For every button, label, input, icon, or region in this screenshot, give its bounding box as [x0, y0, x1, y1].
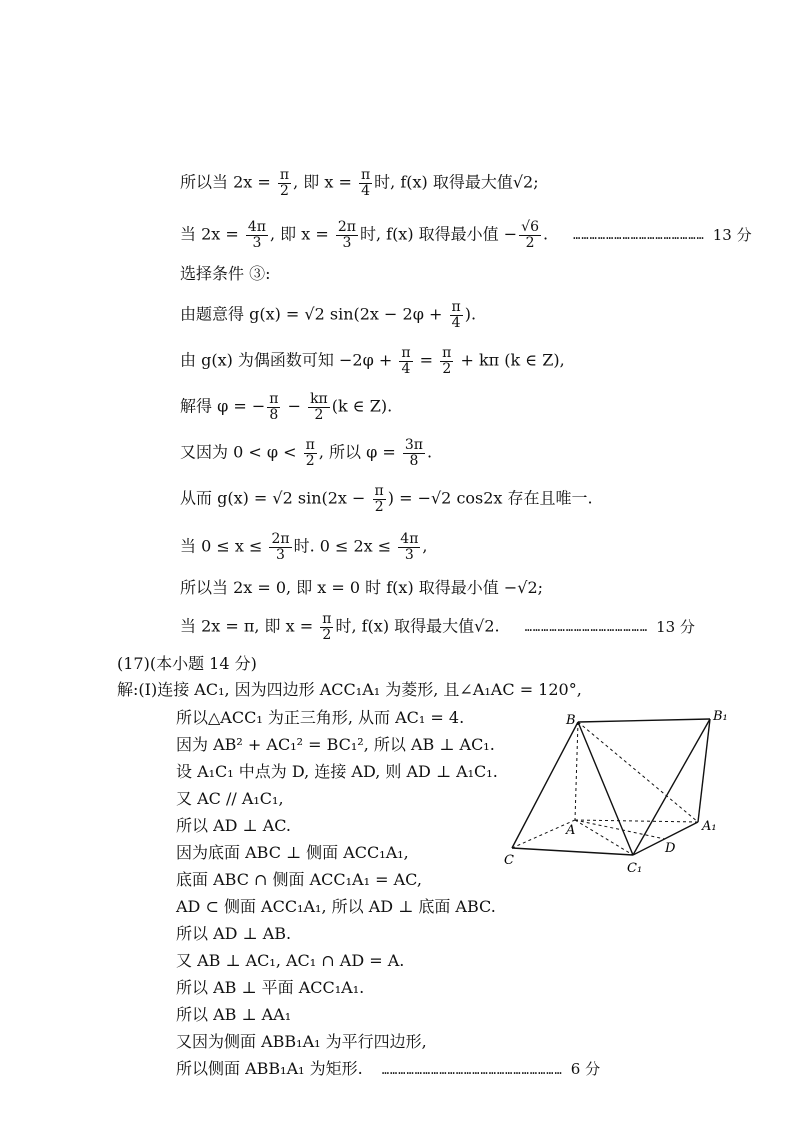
solution-line: 因为 AB² + AC₁² = BC₁², 所以 AB ⊥ AC₁.: [176, 735, 495, 754]
edge-A-C1: [575, 820, 633, 855]
line-phi-value: 又因为 0 < φ < $\frac{\pi}{2}$ , 所以 φ = $\frac{3\pi}{8}$ .: [180, 437, 433, 469]
edge-C-C1: [512, 848, 633, 855]
solution-line: 底面 ABC ∩ 侧面 ACC₁A₁ = AC,: [176, 870, 422, 889]
score-label: 13 分: [712, 225, 752, 244]
edge-B-C1: [578, 722, 633, 855]
question-17-heading: (17)(本小题 14 分): [117, 654, 257, 673]
line-g-unique: 从而 g(x) = √2 sin(2x − $\frac{\pi}{2}$ ) = −√2 cos2x 存在且唯一.: [180, 483, 593, 515]
line-solve-phi: 解得 φ = − $\frac{\pi}{8}$ − $\frac{k\pi}{2}$ (k ∈ Z).: [180, 391, 393, 423]
score-label: 6 分: [570, 1060, 601, 1078]
solution-line: 所以 AD ⊥ AC.: [176, 816, 292, 835]
label-B1: B₁: [713, 709, 728, 724]
solution-line: 因为底面 ABC ⊥ 侧面 ACC₁A₁,: [176, 843, 409, 862]
solution-line: 所以侧面 ABB₁A₁ 为矩形. ………………………………………………………… 6 分: [176, 1059, 601, 1078]
solution-line: 又 AB ⊥ AC₁, AC₁ ∩ AD = A.: [176, 951, 405, 970]
line-g-def: 由题意得 g(x) = √2 sin(2x − 2φ + $\frac{\pi}{4}$ ).: [180, 299, 477, 331]
line-max-g: 当 2x = π, 即 x = $\frac{\pi}{2}$ 时, f(x) 取得最大值√2. ……………………………………… 13 分: [180, 611, 695, 643]
leader-dots: …………………………………………………………: [381, 1062, 563, 1077]
edge-B-A: [575, 722, 578, 820]
solution-line: 解:(Ⅰ)连接 AC₁, 因为四边形 ACC₁A₁ 为菱形, 且∠A₁AC = 120°,: [117, 680, 582, 699]
line-max-f: 所以当 2x = $\frac{\pi}{2}$ , 即 x = $\frac{\pi}{4}$ 时, f(x) 取得最大值√2;: [180, 167, 539, 199]
label-B: B: [566, 713, 576, 728]
score-label: 13 分: [656, 617, 695, 636]
edge-A-A1: [575, 820, 698, 822]
label-C1: C₁: [627, 861, 643, 876]
condition-heading: 选择条件 ③:: [180, 264, 271, 283]
solution-line: 又因为侧面 ABB₁A₁ 为平行四边形,: [176, 1032, 427, 1051]
leader-dots: …………………………………………: [573, 228, 705, 243]
prism-figure: [500, 706, 760, 876]
solution-line: 所以 AB ⊥ AA₁: [176, 1005, 292, 1024]
line-range: 当 0 ≤ x ≤ $\frac{2\pi}{3}$ 时. 0 ≤ 2x ≤ $\frac{4\pi}{3}$ ,: [180, 531, 428, 563]
label-C: C: [504, 853, 514, 868]
solution-line: AD ⊂ 侧面 ACC₁A₁, 所以 AD ⊥ 底面 ABC.: [176, 897, 496, 916]
solution-line: 又 AC // A₁C₁,: [176, 789, 284, 808]
label-A1: A₁: [702, 819, 717, 834]
line-min-g: 所以当 2x = 0, 即 x = 0 时 f(x) 取得最小值 −√2;: [180, 578, 544, 597]
edge-B1-A1: [698, 719, 710, 822]
solution-line: 所以 AB ⊥ 平面 ACC₁A₁.: [176, 978, 365, 997]
line-min-f: 当 2x = $\frac{4\pi}{3}$ , 即 x = $\frac{2\pi}{3}$ 时, f(x) 取得最小值 − $\frac{√6}{2}$ . ………………………………………… 13 分: [180, 219, 752, 251]
solution-line: 设 A₁C₁ 中点为 D, 连接 AD, 则 AD ⊥ A₁C₁.: [176, 762, 498, 781]
label-A: A: [566, 823, 576, 838]
edge-C1-B1: [633, 719, 710, 855]
solution-line: 所以△ACC₁ 为正三角形, 从而 AC₁ = 4.: [176, 708, 465, 727]
solution-line: 所以 AD ⊥ AB.: [176, 924, 292, 943]
edge-B-B1: [578, 719, 710, 722]
leader-dots: ………………………………………: [524, 620, 649, 635]
line-even-fn: 由 g(x) 为偶函数可知 −2φ + $\frac{\pi}{4}$ = $\frac{\pi}{2}$ + kπ (k ∈ Z),: [180, 345, 565, 377]
label-D: D: [665, 841, 676, 856]
